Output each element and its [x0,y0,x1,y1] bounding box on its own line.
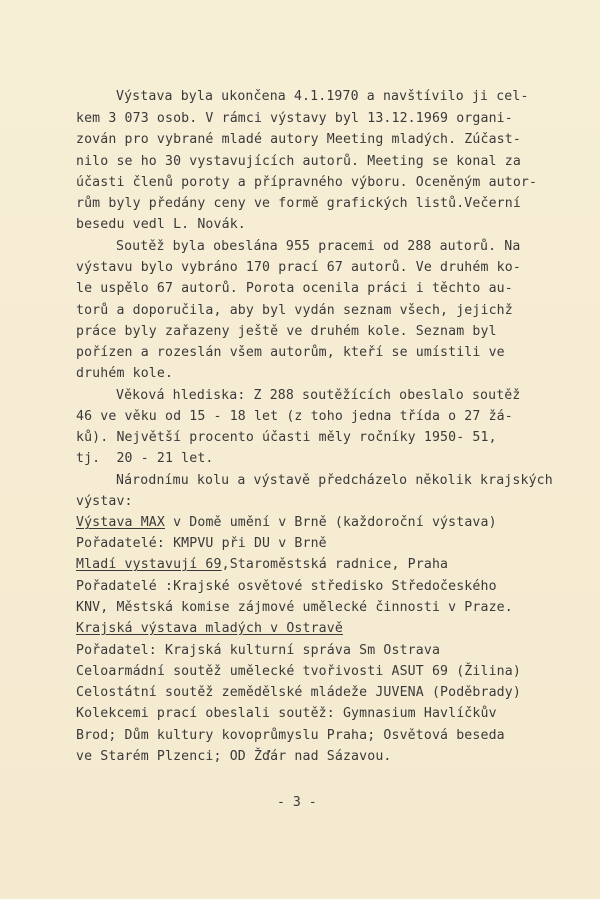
line-text: výstav: [76,494,133,509]
line-text: Soutěž byla obeslána 955 pracemi od 288 autorů. Na [116,239,521,254]
line-text: Kolekcemi prací obeslali soutěž: Gymnasium Havlíčkův [76,706,497,721]
line-text: ,Staroměstská radnice, Praha [221,557,449,572]
line-text: tj. 20 - 21 let. [76,451,214,466]
text-line [76,112,513,125]
line-text: rům byly předány ceny ve formě grafických listů.Večerní [76,196,521,211]
line-text: účasti členů poroty a přípravného výboru. Oceněným autor- [76,175,538,190]
text-line [76,750,392,763]
line-text: v Domě umění v Brně (každoroční výstava) [165,515,497,530]
line-text: ků). Největší procento účasti měly ročníky 1950- 51, [76,430,497,445]
text-line [76,431,497,444]
underlined-heading: Krajská výstava mladých v Ostravě [76,621,343,636]
text-line [76,622,343,635]
line-text: pořízen a rozeslán všem autorům, kteří se umístili ve [76,345,505,360]
text-line [76,707,497,720]
text-line [76,580,497,593]
text-line [76,304,513,317]
line-text: Pořadatelé :Krajské osvětové středisko Středočeského [76,579,497,594]
line-text: KNV, Městská komise zájmové umělecké činnosti v Praze. [76,600,513,615]
text-line [76,197,521,210]
page-number: - 3 - [277,795,317,810]
line-text: Výstava byla ukončena 4.1.1970 a navštívilo ji cel- [116,89,529,104]
line-text: zován pro vybrané mladé autory Meeting mladých. Zúčast- [76,132,521,147]
text-line [76,155,521,168]
line-text: Věková hlediska: Z 288 soutěžících obeslalo soutěž [116,388,521,403]
line-text: práce byly zařazeny ještě ve druhém kole. Seznam byl [76,324,497,339]
text-line [76,644,440,657]
line-text: Národnímu kolu a výstavě předcházelo několik krajských [116,473,553,488]
text-line [76,367,173,380]
text-line [116,240,520,253]
text-line [76,282,513,295]
text-line [76,601,513,614]
text-line [76,410,513,423]
line-text: le uspělo 67 autorů. Porota ocenila práci i těchto au- [76,281,513,296]
text-line [116,90,529,103]
line-text: Celoarmádní soutěž umělecké tvořivosti ASUT 69 (Žilina) [76,664,521,679]
text-line [76,218,246,231]
line-text: Brod; Dům kultury kovoprůmyslu Praha; Osvětová beseda [76,728,505,743]
line-text: výstavu bylo vybráno 170 prací 67 autorů. Ve druhém ko- [76,260,521,275]
underlined-heading: Mladí vystavují 69 [76,557,222,572]
line-text: kem 3 073 osob. V rámci výstavy byl 13.12.1969 organi- [76,111,513,126]
text-line [76,325,497,338]
line-text: Pořadatel: Krajská kulturní správa Sm Ostrava [76,643,441,658]
line-text: 46 ve věku od 15 - 18 let (z toho jedna třída o 27 žá- [76,409,513,424]
text-line [76,346,505,359]
text-line [116,474,553,487]
line-text: besedu vedl L. Novák. [76,217,246,232]
line-text: torů a doporučila, aby byl vydán seznam všech, jejichž [76,303,513,318]
text-line [76,452,214,465]
text-line [76,261,521,274]
text-line [76,665,521,678]
text-line [76,176,537,189]
text-line [116,389,520,402]
text-line [76,537,327,550]
text-line [76,686,521,699]
text-line [76,729,505,742]
line-text: nilo se ho 30 vystavujících autorů. Meeting se konal za [76,154,521,169]
underlined-heading: Výstava MAX [76,515,165,530]
line-text: druhém kole. [76,366,174,381]
text-line [76,495,133,508]
text-line [76,516,497,529]
text-line [76,133,521,146]
text-line [76,558,448,571]
line-text: ve Starém Plzenci; OD Žďár nad Sázavou. [76,749,392,764]
line-text: Celostátní soutěž zemědělské mládeže JUVENA (Poděbrady) [76,685,521,700]
line-text: Pořadatelé: KMPVU při DU v Brně [76,536,327,551]
